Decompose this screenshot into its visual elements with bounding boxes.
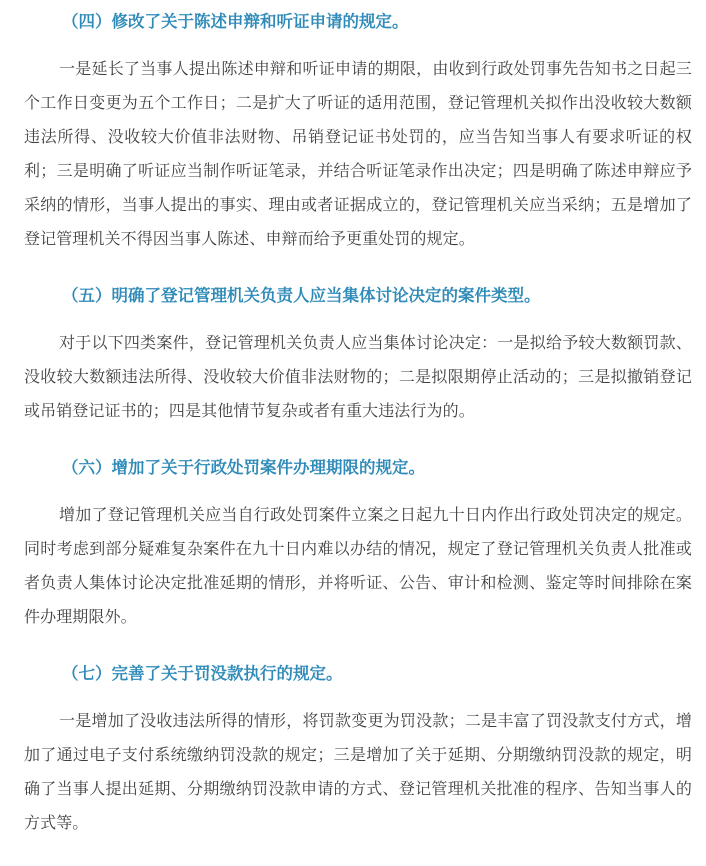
article-body — [24, 0, 692, 840]
section-heading-4: （四）修改了关于陈述申辩和听证申请的规定。 — [62, 12, 409, 31]
section-heading-5: （五）明确了登记管理机关负责人应当集体讨论决定的案件类型。 — [62, 286, 541, 305]
section-heading-7: （七）完善了关于罚没款执行的规定。 — [62, 664, 343, 683]
section-heading-6: （六）增加了关于行政处罚案件办理期限的规定。 — [62, 458, 425, 477]
section-paragraph-7: 一是增加了没收违法所得的情形，将罚款变更为罚没款；二是丰富了罚没款支付方式，增加了通过电子支付系统缴纳罚没款的规定；三是增加了关于延期、分期缴纳罚没款的规定，明确了当事人提出延期、分期缴纳罚没款申请的方式、登记管理机关批准的程序、告知当事人的方式等。 — [24, 711, 692, 832]
section-paragraph-5: 对于以下四类案件，登记管理机关负责人应当集体讨论决定：一是拟给予较大数额罚款、没收较大数额违法所得、没收较大价值非法财物的；二是拟限期停止活动的；三是拟撤销登记或吊销登记证书的；四是其他情节复杂或者有重大违法行为的。 — [24, 333, 692, 420]
section-paragraph-6: 增加了登记管理机关应当自行政处罚案件立案之日起九十日内作出行政处罚决定的规定。同时考虑到部分疑难复杂案件在九十日内难以办结的情况，规定了登记管理机关负责人批准或者负责人集体讨论决定批准延期的情形，并将听证、公告、审计和检测、鉴定等时间排除在案件办理期限外。 — [24, 505, 692, 626]
section-paragraph-4: 一是延长了当事人提出陈述申辩和听证申请的期限，由收到行政处罚事先告知书之日起三个工作日变更为五个工作日；二是扩大了听证的适用范围，登记管理机关拟作出没收较大数额违法所得、没收较大价值非法财物、吊销登记证书处罚的，应当告知当事人有要求听证的权利；三是明确了听证应当制作听证笔录，并结合听证笔录作出决定；四是明确了陈述申辩应予采纳的情形，当事人提出的事实、理由或者证据成立的，登记管理机关应当采纳；五是增加了登记管理机关不得因当事人陈述、申辩而给予更重处罚的规定。 — [24, 59, 692, 248]
